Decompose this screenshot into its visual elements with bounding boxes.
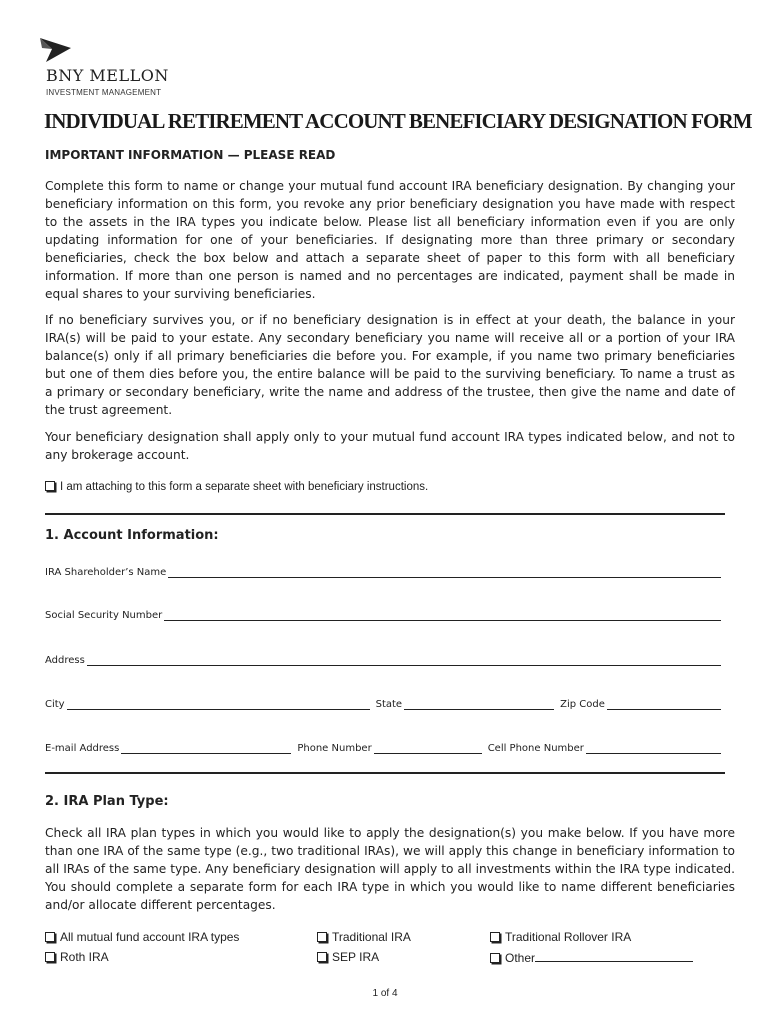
intro-paragraph-3: Your beneficiary designation shall apply only to your mutual fund account IRA types indicated below, and not to any brokerage account. [45,430,735,462]
address-label: Address [45,655,85,666]
option-all-ira [45,930,239,944]
brand-name: BNY MELLON [46,66,169,85]
section-divider [45,772,725,774]
option-traditional-ira [317,930,411,944]
phone-field[interactable] [374,742,482,754]
all-ira-checkbox[interactable] [45,932,55,942]
shareholder-name-field[interactable] [168,566,721,578]
bny-sail-logo-icon [38,34,72,64]
all-ira-label: All mutual fund account IRA types [60,930,240,944]
option-traditional-rollover-ira [490,930,631,944]
shareholder-name-row [45,564,721,578]
zip-label: Zip Code [560,699,605,710]
other-field[interactable] [535,950,693,962]
attach-sheet-checkbox[interactable] [45,481,55,491]
attach-sheet-option [45,480,428,493]
contact-row [45,740,721,754]
ssn-field[interactable] [164,609,721,621]
ssn-label: Social Security Number [45,610,163,621]
address-field[interactable] [87,654,721,666]
traditional-rollover-ira-checkbox[interactable] [490,932,500,942]
city-state-zip-row [45,696,721,710]
page-number: 1 of 4 [372,988,398,999]
section-divider [45,513,725,515]
city-field[interactable] [67,698,370,710]
sep-ira-label: SEP IRA [332,950,380,964]
city-label: City [45,699,65,710]
zip-field[interactable] [607,698,721,710]
cell-field[interactable] [586,742,721,754]
roth-ira-checkbox[interactable] [45,952,55,962]
option-sep-ira [317,950,379,964]
email-field[interactable] [121,742,291,754]
brand-subtitle: INVESTMENT MANAGEMENT [46,88,162,97]
section1-heading: 1. Account Information: [45,528,219,543]
other-label: Other [505,951,536,965]
traditional-rollover-ira-label: Traditional Rollover IRA [505,930,632,944]
roth-ira-label: Roth IRA [60,950,109,964]
form-title: INDIVIDUAL RETIREMENT ACCOUNT BENEFICIARY DESIGNATION FORM [44,109,752,133]
state-label: State [375,699,403,710]
ssn-row [45,607,721,621]
traditional-ira-checkbox[interactable] [317,932,327,942]
intro-paragraph-1: Complete this form to name or change your mutual fund account IRA beneficiary designation. By changing your beneficiary information on this form, you revoke any prior beneficiary designation you have made with respect to the assets in the IRA types you indicate below. Please list all beneficiary information even if you are only updating information for one of your beneficiaries. If designating more than three primary or secondary beneficiaries, check the box below and attach a separate sheet of paper to this form with all beneficiary information. If more than one person is named and no percentages are indicated, payment shall be made in equal shares to your surviving beneficiaries. [45,179,735,301]
sep-ira-checkbox[interactable] [317,952,327,962]
ira-plan-instructions: Check all IRA plan types in which you would like to apply the designation(s) you make below. If you have more than one IRA of the same type (e.g., two traditional IRAs), we will apply this change in beneficiary information to all IRAs of the same type. Any beneficiary designation will apply to all investments within the IRA type indicated. You should complete a separate form for each IRA type in which you would like to name different beneficiaries and/or allocate different percentages. [45,826,735,912]
email-label: E-mail Address [45,743,120,754]
phone-label: Phone Number [297,743,372,754]
shareholder-name-label: IRA Shareholder’s Name [45,567,167,578]
address-row [45,652,721,666]
state-field[interactable] [404,698,554,710]
traditional-ira-label: Traditional IRA [332,930,411,944]
other-checkbox[interactable] [490,953,500,963]
attach-sheet-label: I am attaching to this form a separate sheet with beneficiary instructions. [60,481,429,493]
important-heading: IMPORTANT INFORMATION — PLEASE READ [45,148,336,162]
cell-label: Cell Phone Number [487,743,584,754]
option-roth-ira [45,950,109,964]
section2-heading: 2. IRA Plan Type: [45,794,169,809]
intro-paragraph-2: If no beneficiary survives you, or if no beneficiary designation is in effect at your death, the balance in your IRA(s) will be paid to your estate. Any secondary beneficiary you name will receive all or a portion of your IRA balance(s) only if all primary beneficiaries die before you. For example, if you name two primary beneficiaries but one of them dies before you, the entire balance will be paid to the surviving beneficiary. To name a trust as a primary or secondary beneficiary, write the name and address of the trustee, then give the name and date of the trust agreement. [45,313,735,417]
option-other [490,950,693,965]
